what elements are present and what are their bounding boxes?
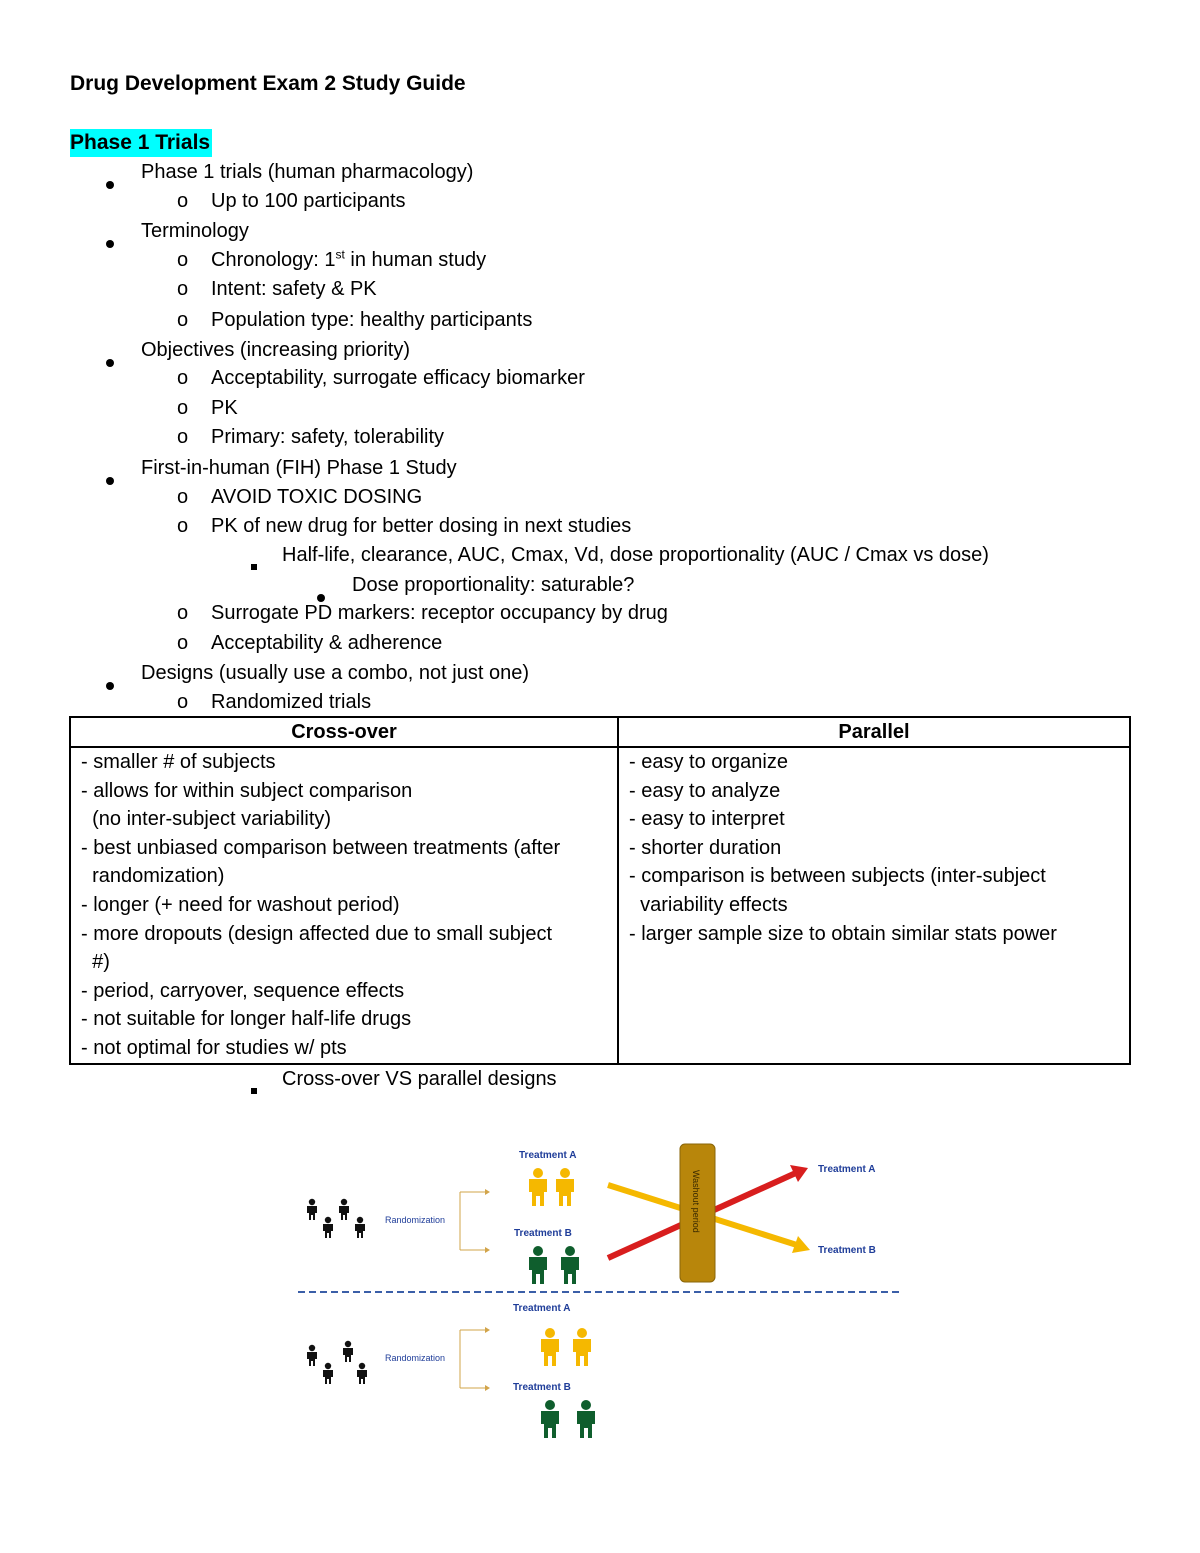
outline-item: Acceptability & adherence xyxy=(211,632,443,654)
bullet-circle: o xyxy=(177,486,189,508)
table-line: - not optimal for studies w/ pts xyxy=(81,1036,347,1059)
treatment-a-label: Treatment A xyxy=(513,1303,571,1314)
comparison-table xyxy=(69,716,1131,1065)
table-line: - not suitable for longer half-life drugs xyxy=(81,1008,412,1031)
bullet-dot xyxy=(106,170,114,196)
outline-item: Up to 100 participants xyxy=(211,190,406,212)
bullet-dot xyxy=(106,348,114,374)
subjects-icon xyxy=(307,1341,367,1384)
randomization-label: Randomization xyxy=(385,1353,446,1363)
randomization-label: Randomization xyxy=(385,1215,446,1225)
bullet-circle: o xyxy=(177,190,189,212)
outline-item: Chronology: 1st in human study xyxy=(211,247,487,271)
bullet-dot xyxy=(106,229,114,255)
table-line: #) xyxy=(81,951,110,974)
treatment-b-label: Treatment B xyxy=(514,1228,572,1239)
outline-item: Dose proportionality: saturable? xyxy=(352,574,635,596)
outline-item: Intent: safety & PK xyxy=(211,278,377,300)
table-line: - easy to interpret xyxy=(629,808,785,831)
outline-item: AVOID TOXIC DOSING xyxy=(211,486,423,508)
outline-item: Objectives (increasing priority) xyxy=(141,339,410,361)
outline-item: PK xyxy=(211,397,238,419)
table-line: - more dropouts (design affected due to small subject xyxy=(81,922,552,945)
bullet-circle: o xyxy=(177,691,189,713)
bullet-circle: o xyxy=(177,249,189,271)
bullet-dot xyxy=(106,466,114,492)
outline-item: Half-life, clearance, AUC, Cmax, Vd, dose proportionality (AUC / Cmax vs dose) xyxy=(282,544,989,566)
treatment-b-people-icon xyxy=(529,1246,579,1284)
treatment-a-result-label: Treatment A xyxy=(818,1164,876,1175)
table-line: - smaller # of subjects xyxy=(81,751,276,773)
table-line: - comparison is between subjects (inter-subject xyxy=(629,865,1046,888)
table-line: - longer (+ need for washout period) xyxy=(81,893,400,916)
bullet-circle: o xyxy=(177,367,189,389)
table-header-parallel: Parallel xyxy=(618,717,1130,747)
outline-item: PK of new drug for better dosing in next studies xyxy=(211,515,632,537)
table-line: (no inter-subject variability) xyxy=(81,808,332,831)
washout-label: Washout period xyxy=(691,1170,701,1233)
table-line: randomization) xyxy=(81,865,225,888)
bullet-circle: o xyxy=(177,602,189,624)
crossover-cell xyxy=(70,747,618,1064)
bullet-circle: o xyxy=(177,278,189,300)
outline-item: Designs (usually use a combo, not just one) xyxy=(141,662,529,684)
section-heading: Phase 1 Trials xyxy=(70,129,212,157)
bullet-square xyxy=(251,1075,257,1101)
outline-item: Primary: safety, tolerability xyxy=(211,426,445,448)
subjects-icon xyxy=(307,1199,365,1238)
bullet-circle: o xyxy=(177,632,189,654)
treatment-b-result-label: Treatment B xyxy=(818,1245,876,1256)
bullet-circle: o xyxy=(177,397,189,419)
treatment-b-label: Treatment B xyxy=(513,1382,571,1393)
table-line: - larger sample size to obtain similar stats power xyxy=(629,922,1057,945)
bullet-dot xyxy=(106,671,114,697)
bullet-square xyxy=(251,551,257,577)
table-line: - easy to organize xyxy=(629,751,788,773)
outline-item: Terminology xyxy=(141,220,249,242)
treatment-a-label: Treatment A xyxy=(519,1150,577,1161)
outline-item: Population type: healthy participants xyxy=(211,309,533,331)
table-line: - easy to analyze xyxy=(629,779,781,802)
crossover-vs-parallel-diagram xyxy=(290,1140,910,1440)
outline-item: Acceptability, surrogate efficacy biomarker xyxy=(211,367,585,389)
table-line: variability effects xyxy=(629,893,788,916)
outline-item: Cross-over VS parallel designs xyxy=(282,1068,557,1090)
bullet-circle: o xyxy=(177,309,189,331)
bullet-circle: o xyxy=(177,426,189,448)
document-title: Drug Development Exam 2 Study Guide xyxy=(70,72,466,95)
outline-item: Surrogate PD markers: receptor occupancy by drug xyxy=(211,602,668,624)
table-line: - best unbiased comparison between treatments (after xyxy=(81,836,561,859)
treatment-a-people-icon xyxy=(541,1328,591,1366)
bullet-circle: o xyxy=(177,515,189,537)
table-line: - allows for within subject comparison xyxy=(81,779,413,802)
table-line: - shorter duration xyxy=(629,836,782,859)
treatment-a-people-icon xyxy=(529,1168,574,1206)
treatment-b-people-icon xyxy=(541,1400,595,1438)
table-line: - period, carryover, sequence effects xyxy=(81,979,405,1002)
parallel-cell xyxy=(618,747,1130,1064)
table-header-crossover: Cross-over xyxy=(70,717,618,747)
outline-item: Phase 1 trials (human pharmacology) xyxy=(141,161,474,183)
outline-item: First-in-human (FIH) Phase 1 Study xyxy=(141,457,457,479)
outline-item: Randomized trials xyxy=(211,691,372,713)
